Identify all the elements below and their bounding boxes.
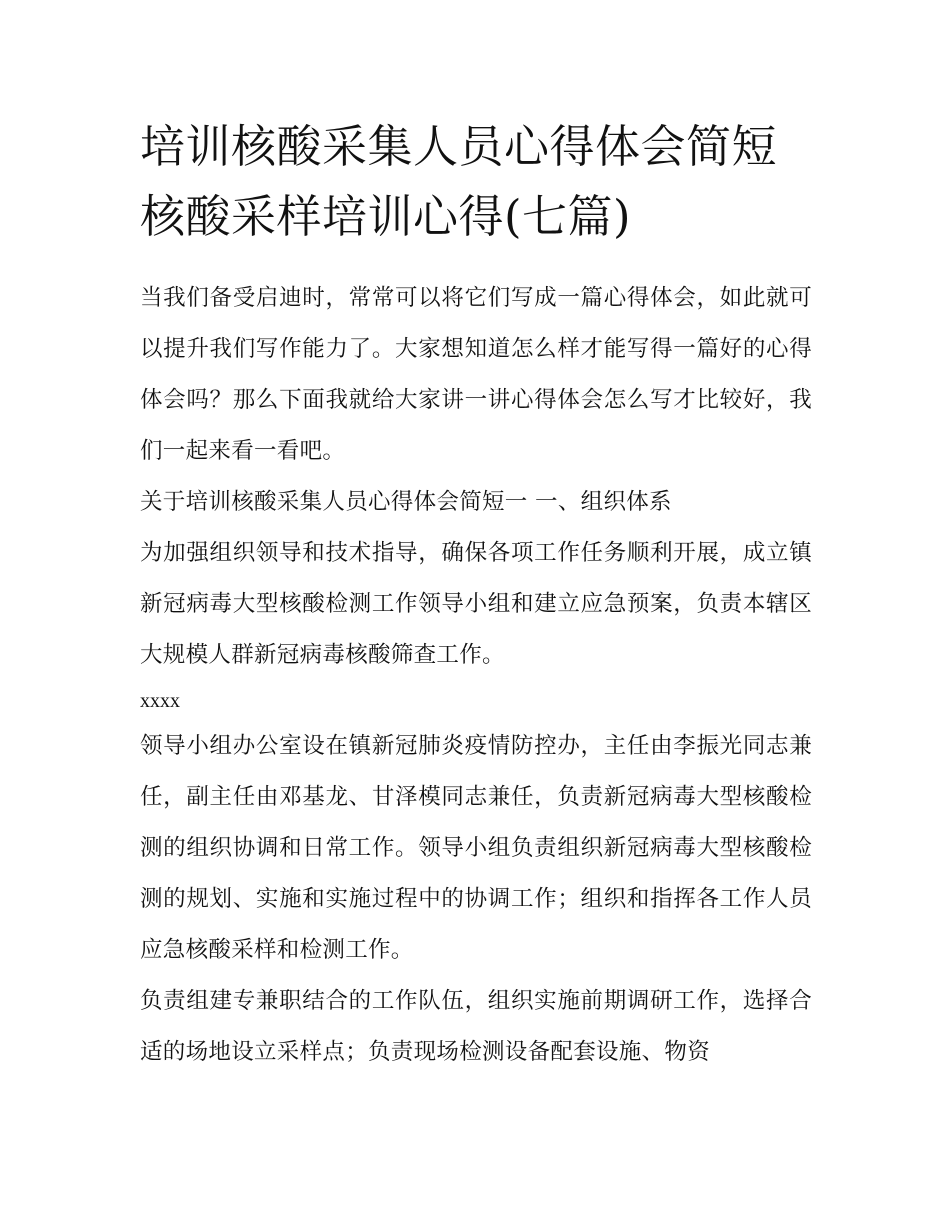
placeholder-text: xxxx [140, 690, 180, 712]
body-paragraph: 负责组建专兼职结合的工作队伍，组织实施前期调研工作，选择合适的场地设立采样点；负责现场检测设备配套设施、物资 [140, 988, 812, 1065]
intro-paragraph: 当我们备受启迪时，常常可以将它们写成一篇心得体会，如此就可以提升我们写作能力了。大家想知道怎么样才能写得一篇好的心得体会吗？那么下面我就给大家讲一讲心得体会怎么写才比较好，我们一起来看一看吧。 [140, 285, 812, 464]
body-paragraph: 为加强组织领导和技术指导，确保各项工作任务顺利开展，成立镇新冠病毒大型核酸检测工作领导小组和建立应急预案，负责本辖区大规模人群新冠病毒核酸筛查工作。 [140, 540, 812, 668]
section-heading: 关于培训核酸采集人员心得体会简短一 一、组织体系 [140, 489, 672, 515]
body-paragraph: 领导小组办公室设在镇新冠肺炎疫情防控办，主任由李振光同志兼任，副主任由邓基龙、甘泽模同志兼任，负责新冠病毒大型核酸检测的组织协调和日常工作。领导小组负责组织新冠病毒大型核酸检测的规划、实施和实施过程中的协调工作；组织和指挥各工作人员应急核酸采样和检测工作。 [140, 733, 812, 963]
document-body [140, 112, 812, 1078]
document-title: 培训核酸采集人员心得体会简短 核酸采样培训心得(七篇) [140, 120, 778, 243]
